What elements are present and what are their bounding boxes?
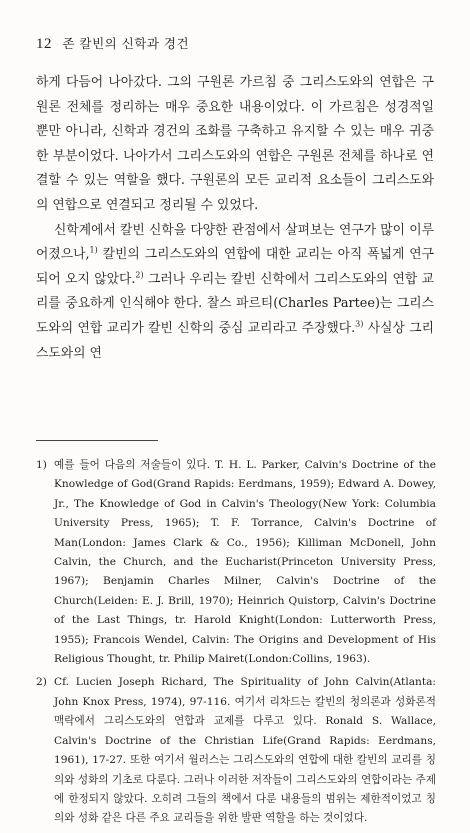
- footnote-marker: 2): [36, 676, 47, 689]
- footnote: [36, 673, 436, 828]
- footnotes: [36, 456, 436, 833]
- running-title: 존 칼빈의 신학과 경건: [62, 36, 190, 51]
- footnote-marker: 1): [36, 459, 47, 471]
- footnote-ref-3[interactable]: 3): [355, 319, 364, 329]
- footnote-text: 예를 들어 다음의 저술들이 있다. T. H. L. Parker, Calvin's Doctrine of the Knowledge of God(Grand Rapids: Eerdmans, 1959); Edward A. Dowey, Jr., The Knowledge of God in Calvin's Theology(New York: Columbia University Press, 1965); T. F. Torrance, Calvin's Doctrine of Man(London: James Clark & Co., 1956); Killiman McDonell, John Calvin, the Church, and the Eucharist(Princeton University Press, 1967); Benjamin Charles Milner, Calvin's Doctrine of the Church(Leiden: E. J. Brill, 1970); Heinrich Quistorp, Calvin's Doctrine of the Last Things, tr. Harold Knight(London: Lutterworth Press, 1955); Francois Wendel, Calvin: The Origins and Development of His Religious Thought, tr. Philip Mairet(London:Collins, 1963).: [54, 459, 436, 666]
- paragraph-2-part-b: 칼빈의 그리스도와의 연합에 대한 교리는 아직 폭넓게 연구되어 오지 않았다.: [36, 247, 434, 287]
- paragraph-2-part-a: 신학계에서 칼빈 신학을 다양한 관점에서 살펴보는 연구가 많이 이루어졌으나,: [36, 222, 434, 263]
- footnote-text: Cf. Lucien Joseph Richard, The Spirituality of John Calvin(Atlanta: John Knox Press, 1974), 97-116. 여기서 리차드는 칼빈의 청의론과 성화론적 맥락에서 그리스도와의 연합과 교제를 다루고 있다. Ronald S. Wallace, Calvin's Doctrine of the Christian Life(Grand Rapids: Eerdmans, 1961), 17-27. 또한 여기서 월러스는 그리스도와의 연합에 대한 칼빈의 교리를 칭의와 성화의 기초로 다룬다. 그러나 이러한 저작들이 그리스도와의 연합이라는 주제에 한정되지 않았다. 오히려 그들의 책에서 다룬 내용들의 범위는 제한적이었고 칭의와 성화 같은 다른 주요 교리들을 위한 발판 역할을 하는 것이었다.: [54, 676, 436, 825]
- body-text: [36, 71, 434, 366]
- footnote-ref-2[interactable]: 2): [135, 270, 144, 280]
- page-number: 12: [36, 36, 52, 52]
- paragraph-2-part-d: 사실상 그리스도와의 연: [36, 320, 434, 361]
- paragraph-2: [36, 219, 434, 367]
- paragraph-2-part-c: 그러나 우리는 칼빈 신학에서 그리스도와의 연합 교리를 중요하게 인식해야 한다. 찰스 파르티(Charles Partee)는 그리스도와의 연합 교리가 칼빈 신학의 중심 교리라고 주장했다.: [36, 271, 434, 336]
- footnote-divider: [36, 440, 158, 441]
- footnote: [36, 456, 436, 669]
- paragraph-1: 하게 다듬어 나아갔다. 그의 구원론 가르침 중 그리스도와의 연합은 구원론 전체를 정리하는 매우 중요한 내용이었다. 이 가르침은 성경적일 뿐만 아니라, 신학과 경건의 조화를 구축하고 유지할 수 있는 매우 귀중한 부분이었다. 나아가서 그리스도와의 연합은 구원론 전체를 하나로 연결할 수 있는 역할을 했다. 구원론의 모든 교리적 요소들이 그리스도와의 연합으로 연결되고 정리될 수 있었다.: [36, 75, 434, 213]
- footnote-ref-1[interactable]: 1): [89, 245, 98, 255]
- running-header: [36, 34, 189, 53]
